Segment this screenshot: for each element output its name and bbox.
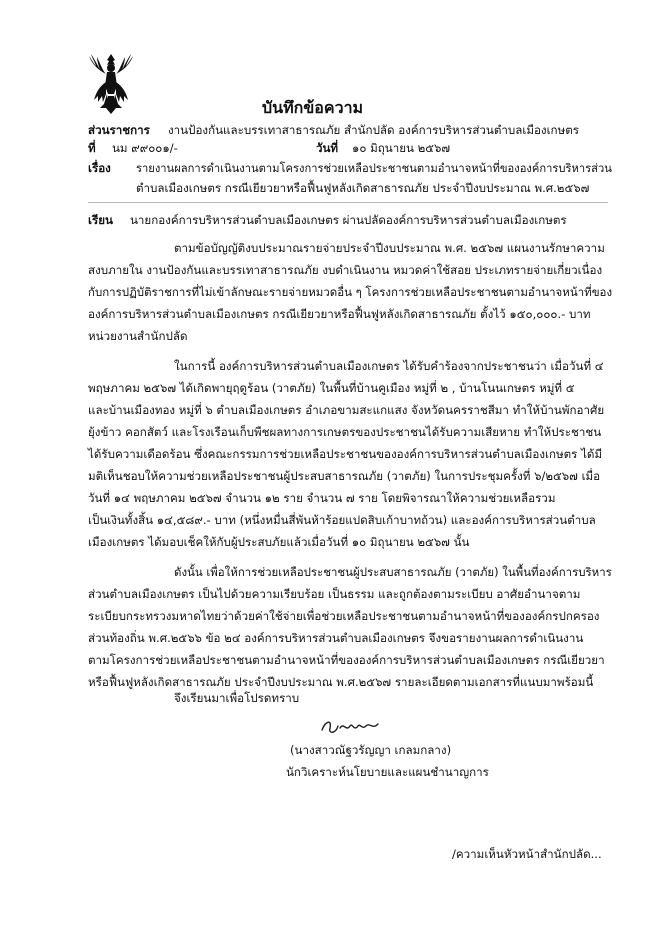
number-label: ที่ [88, 141, 96, 155]
header-divider [88, 202, 608, 203]
to-label: เรียน [88, 213, 113, 227]
handwritten-signature [318, 714, 388, 738]
memo-title: บันทึกข้อความ [262, 98, 364, 117]
subject-line-1: รายงานผลการดำเนินงานตามโครงการช่วยเหลือประชาชนตามอำนาจหน้าที่ขององค์การบริหารส่วน [136, 161, 612, 175]
para2-line-9: เมืองเกษตร ได้มอบเช็คให้กับผู้ประสบภัยแล้วเมื่อวันที่ ๑๐ มิถุนายน ๒๕๖๗ นั้น [88, 535, 470, 549]
para3-line-5: ตามโครงการช่วยเหลือประชาชนตามอำนาจหน้าที่ขององค์การบริหารส่วนตำบลเมืองเกษตร กรณีเยียวยา [88, 653, 605, 667]
date-label: วันที่ [316, 141, 339, 155]
para2-line-3: และบ้านเมืองทอง หมู่ที่ ๖ ตำบลเมืองเกษตร อำเภอขามสะแกแสง จังหวัดนครราชสีมา ทำให้บ้านพักอาศัย [88, 403, 605, 417]
para3-line-4: ส่วนท้องถิ่น พ.ศ.๒๕๖๖ ข้อ ๒๔ องค์การบริหารส่วนตำบลเมืองเกษตร จึงขอรายงานผลการดำเนินงาน [88, 631, 584, 645]
continuation-note: /ความเห็นหัวหน้าสำนักปลัด... [452, 847, 602, 861]
subject-line-2: ตำบลเมืองเกษตร กรณีเยียวยาหรือฟื้นฟูหลังเกิดสาธารณภัย ประจำปีงบประมาณ พ.ศ.๒๕๖๗ [136, 181, 590, 195]
signatory-name: (นางสาวณัฐวรัญญา เกลมกลาง) [290, 743, 452, 757]
para2-line-5: ได้รับความเดือดร้อน ซึ่งคณะกรรมการช่วยเหลือประชาชนขององค์การบริหารส่วนตำบลเมืองเกษตร ได้มี [88, 447, 603, 461]
number-value: นม ๙๙๐๐๑/- [112, 141, 178, 155]
para3-line-2: ส่วนตำบลเมืองเกษตร เป็นไปด้วยความเรียบร้อย เป็นธรรม และถูกต้องตามระเบียบ อาศัยอำนาจตาม [88, 587, 581, 601]
para1-line-2: สงบภายใน งานป้องกันและบรรเทาสาธารณภัย งบดำเนินงาน หมวดค่าใช้สอย ประเภทรายจ่ายเกี่ยวเนื่อง [88, 263, 603, 277]
agency-label: ส่วนราชการ [88, 123, 150, 137]
para1-line-1: ตามข้อบัญญัติงบประมาณรายจ่ายประจำปีงบประมาณ พ.ศ. ๒๕๖๗ แผนงานรักษาความ [174, 241, 605, 255]
para2-line-6: มติเห็นชอบให้ความช่วยเหลือประชาชนผู้ประสบสาธารณภัย (วาตภัย) ในการประชุมครั้งที่ ๖/๒๕๖๗ เมื่อ [88, 469, 601, 483]
closing-text: จึงเรียนมาเพื่อโปรดทราบ [174, 691, 300, 705]
para3-line-3: ระเบียบกระทรวงมหาดไทยว่าด้วยค่าใช้จ่ายเพื่อช่วยเหลือประชาชนตามอำนาจหน้าที่ขององค์กรปกครอง [88, 609, 600, 623]
agency-value: งานป้องกันและบรรเทาสาธารณภัย สำนักปลัด องค์การบริหารส่วนตำบลเมืองเกษตร [168, 123, 579, 137]
para3-line-1: ดังนั้น เพื่อให้การช่วยเหลือประชาชนผู้ประสบสาธารณภัย (วาตภัย) ในพื้นที่องค์การบริหาร [174, 565, 612, 579]
para2-line-7: วันที่ ๑๔ พฤษภาคม ๒๕๖๗ จำนวน ๑๒ ราย จำนวน ๗ ราย โดยพิจารณาให้ความช่วยเหลือรวม [88, 491, 556, 505]
para1-line-4: องค์การบริหารส่วนตำบลเมืองเกษตร กรณีเยียวยาหรือฟื้นฟูหลังเกิดสาธารณภัย ตั้งไว้ ๑๕๐,๐๐๐.- บาท [88, 307, 591, 321]
para2-line-1: ในการนี้ องค์การบริหารส่วนตำบลเมืองเกษตร ได้รับคำร้องจากประชาชนว่า เมื่อวันที่ ๔ [174, 359, 604, 373]
garuda-emblem [86, 52, 136, 116]
date-value: ๑๐ มิถุนายน ๒๕๖๗ [352, 141, 451, 155]
para2-line-2: พฤษภาคม ๒๕๖๗ ได้เกิดพายุฤดูร้อน (วาตภัย) ในพื้นที่บ้านคูเมือง หมู่ที่ ๒ , บ้านโนนเกษตร หมู่ที่ ๕ [88, 381, 575, 395]
signatory-position: นักวิเคราะห์นโยบายและแผนชำนาญการ [286, 765, 489, 779]
para1-line-5: หน่วยงานสำนักปลัด [88, 329, 188, 343]
para2-line-8: เป็นเงินทั้งสิ้น ๑๔,๕๘๙.- บาท (หนึ่งหมื่นสี่พันห้าร้อยแปดสิบเก้าบาทถ้วน) และองค์การบริหารส่วนตำบล [88, 513, 596, 527]
subject-label: เรื่อง [88, 161, 111, 175]
to-value: นายกองค์การบริหารส่วนตำบลเมืองเกษตร ผ่านปลัดองค์การบริหารส่วนตำบลเมืองเกษตร [130, 213, 567, 227]
para2-line-4: ยุ้งข้าว คอกสัตว์ และโรงเรือนเก็บพืชผลทางการเกษตรของประชาชนได้รับความเสียหาย ทำให้ประชาชน [88, 425, 602, 439]
para1-line-3: กับการปฏิบัติราชการที่ไม่เข้าลักษณะรายจ่ายหมวดอื่น ๆ โครงการช่วยเหลือประชาชนตามอำนาจหน้าที่ของ [88, 285, 613, 299]
para3-line-6: หรือฟื้นฟูหลังเกิดสาธารณภัย ประจำปีงบประมาณ พ.ศ.๒๕๖๗ รายละเอียดตามเอกสารที่แนบมาพร้อมนี้ [88, 675, 594, 689]
